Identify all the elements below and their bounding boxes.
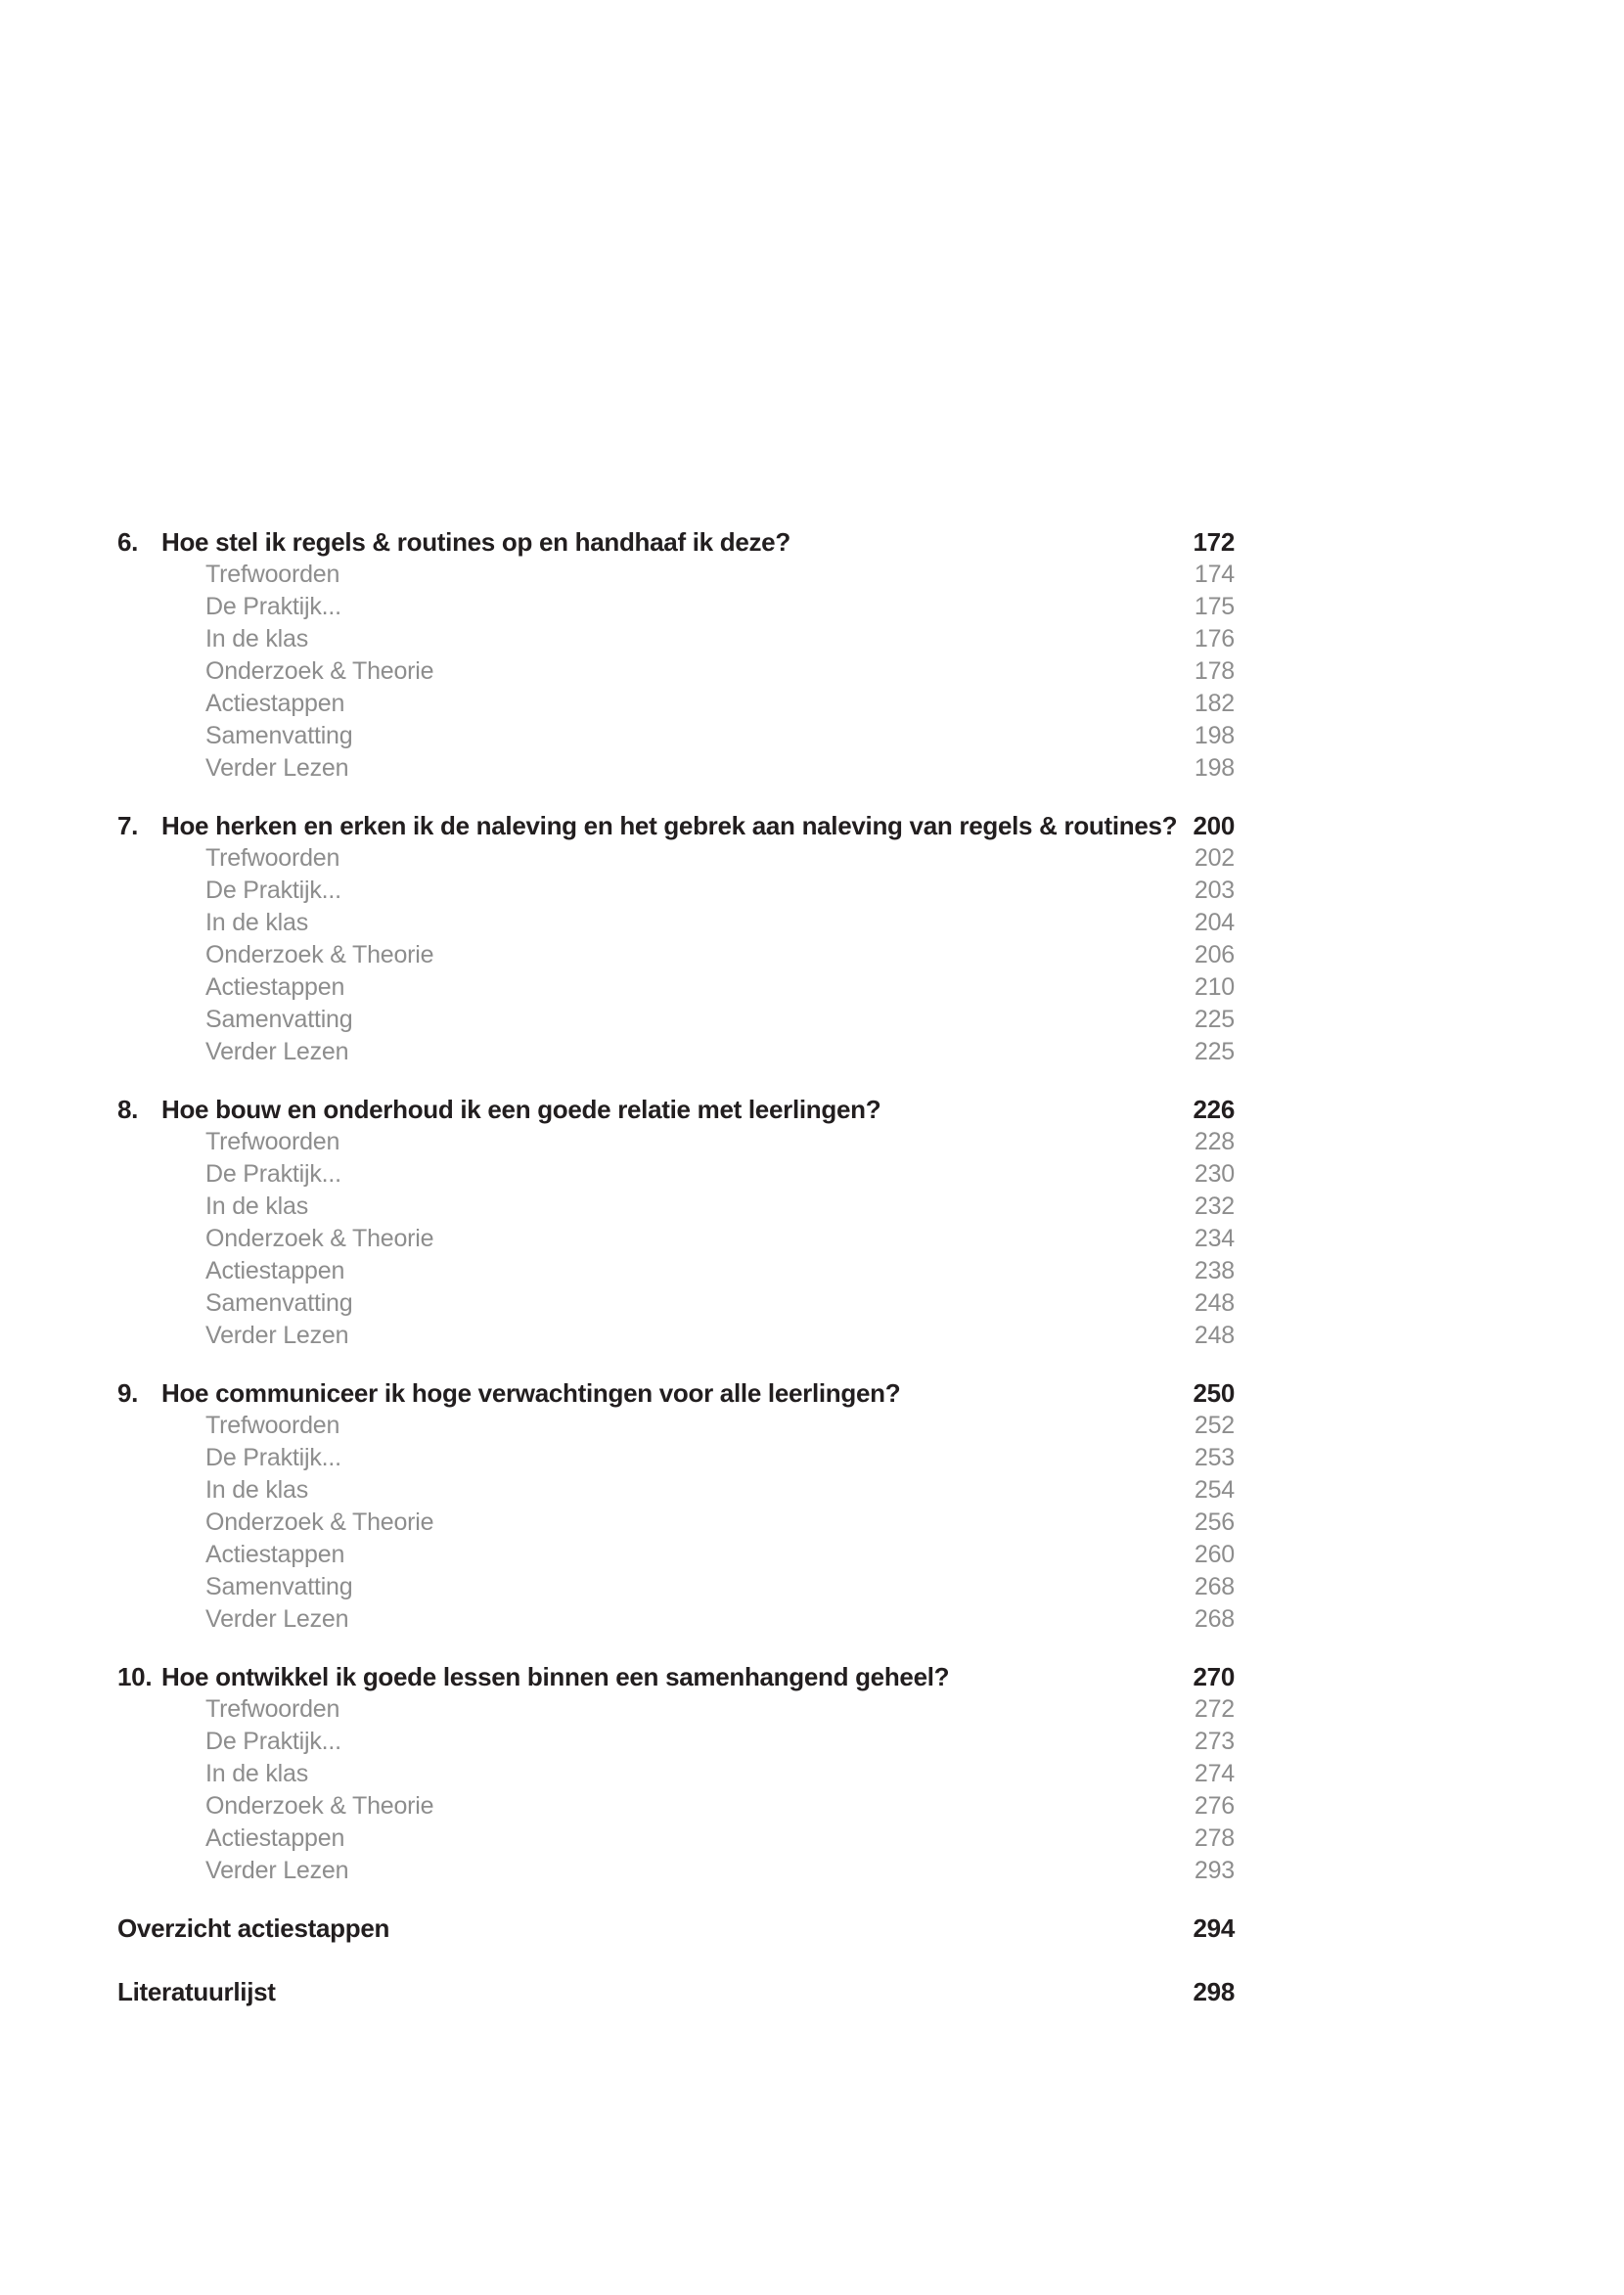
toc-entry-page: 225 <box>1194 1038 1235 1065</box>
toc-entry-label: Verder Lezen <box>205 1857 349 1884</box>
toc-entry <box>117 1287 1235 1320</box>
toc-entry-label: Trefwoorden <box>205 1412 340 1439</box>
toc-chapter-7 <box>117 810 1235 1068</box>
toc-entry-label: Verder Lezen <box>205 1322 349 1349</box>
toc-entry <box>117 1191 1235 1223</box>
toc-entry-label: Samenvatting <box>205 1573 353 1600</box>
toc-entry-label: Trefwoorden <box>205 844 340 872</box>
toc-entry <box>117 1255 1235 1287</box>
toc-entry-label: Onderzoek & Theorie <box>205 1792 434 1820</box>
toc-entry-label: Overzicht actiestappen <box>117 1913 390 1943</box>
toc-entry-label: Trefwoorden <box>205 1128 340 1155</box>
toc-entry-page: 256 <box>1194 1508 1235 1536</box>
toc-entry-label: Actiestappen <box>205 690 345 717</box>
toc-entry-page: 278 <box>1194 1824 1235 1852</box>
chapter-page-number: 200 <box>1193 811 1235 840</box>
chapter-title: Hoe bouw en onderhoud ik een goede relatie met leerlingen? <box>161 1095 881 1124</box>
toc-entry-page: 252 <box>1194 1412 1235 1439</box>
toc-entry <box>117 720 1235 752</box>
toc-entry <box>117 875 1235 907</box>
chapter-page-number: 250 <box>1193 1378 1235 1408</box>
toc-entry-page: 198 <box>1194 722 1235 749</box>
toc-entry-page: 182 <box>1194 690 1235 717</box>
chapter-page-number: 270 <box>1193 1662 1235 1691</box>
toc-entry-page: 268 <box>1194 1605 1235 1633</box>
toc-entry-page: 276 <box>1194 1792 1235 1820</box>
toc-entry-label: In de klas <box>205 1192 309 1220</box>
toc-entry-label: Onderzoek & Theorie <box>205 1225 434 1252</box>
toc-entry <box>117 1726 1235 1758</box>
toc-entry <box>117 939 1235 971</box>
chapter-number: 6. <box>117 527 139 557</box>
toc-entry-label: De Praktijk... <box>205 1728 341 1755</box>
toc-entry-label: Trefwoorden <box>205 1695 340 1723</box>
chapter-page-number: 172 <box>1193 527 1235 557</box>
toc-entry-label: De Praktijk... <box>205 877 341 904</box>
toc-entry <box>117 1693 1235 1726</box>
chapter-title-row <box>117 526 1235 559</box>
toc-entry-label: In de klas <box>205 1760 309 1787</box>
toc-entry-label: Actiestappen <box>205 973 345 1001</box>
toc-entry-page: 248 <box>1194 1289 1235 1317</box>
toc-entry-page: 204 <box>1194 909 1235 936</box>
toc-entry-label: Literatuurlijst <box>117 1977 276 2006</box>
toc-entry-page: 206 <box>1194 941 1235 968</box>
toc-chapter-9 <box>117 1377 1235 1636</box>
toc-entry-page: 174 <box>1194 561 1235 588</box>
toc-entry-page: 176 <box>1194 625 1235 652</box>
toc-entry <box>117 1126 1235 1158</box>
table-of-contents <box>117 526 1235 2008</box>
toc-entry <box>117 1223 1235 1255</box>
toc-entry-label: Verder Lezen <box>205 1605 349 1633</box>
toc-entry-page: 202 <box>1194 844 1235 872</box>
toc-entry-page: 203 <box>1194 877 1235 904</box>
chapter-title-row <box>117 1377 1235 1410</box>
toc-entry <box>117 591 1235 623</box>
toc-entry <box>117 655 1235 688</box>
toc-entry <box>117 842 1235 875</box>
toc-entry-page: 175 <box>1194 593 1235 620</box>
chapter-number: 7. <box>117 811 139 840</box>
toc-entry-label: Verder Lezen <box>205 754 349 782</box>
toc-entry-page: 230 <box>1194 1160 1235 1188</box>
toc-entry-label: Samenvatting <box>205 722 353 749</box>
toc-entry <box>117 1474 1235 1507</box>
toc-entry-page: 232 <box>1194 1192 1235 1220</box>
toc-entry-label: De Praktijk... <box>205 1160 341 1188</box>
toc-entry-label: Onderzoek & Theorie <box>205 657 434 685</box>
chapter-title-row <box>117 1661 1235 1693</box>
toc-chapter-10 <box>117 1661 1235 1887</box>
toc-entry-label: De Praktijk... <box>205 1444 341 1471</box>
toc-entry <box>117 1539 1235 1571</box>
toc-entry-label: In de klas <box>205 1476 309 1504</box>
toc-entry-label: Actiestappen <box>205 1824 345 1852</box>
chapter-page-number: 226 <box>1193 1095 1235 1124</box>
toc-entry <box>117 688 1235 720</box>
chapter-title: Hoe stel ik regels & routines op en handhaaf ik deze? <box>161 527 790 557</box>
toc-entry <box>117 907 1235 939</box>
toc-entry <box>117 1036 1235 1068</box>
chapter-number: 10. <box>117 1662 153 1691</box>
toc-entry-overzicht-actiestappen <box>117 1912 1235 1945</box>
toc-entry-label: Trefwoorden <box>205 561 340 588</box>
toc-entry-page: 178 <box>1194 657 1235 685</box>
toc-entry-page: 260 <box>1194 1541 1235 1568</box>
toc-entry-label: Verder Lezen <box>205 1038 349 1065</box>
toc-entry <box>117 1442 1235 1474</box>
chapter-title-row <box>117 810 1235 842</box>
toc-entry <box>117 1758 1235 1790</box>
toc-entry <box>117 1790 1235 1822</box>
toc-entry-page: 254 <box>1194 1476 1235 1504</box>
toc-entry-page: 248 <box>1194 1322 1235 1349</box>
toc-entry-page: 198 <box>1194 754 1235 782</box>
toc-entry <box>117 752 1235 785</box>
toc-entry-label: Samenvatting <box>205 1006 353 1033</box>
toc-chapter-8 <box>117 1094 1235 1352</box>
toc-entry-label: Actiestappen <box>205 1541 345 1568</box>
toc-entry-label: Actiestappen <box>205 1257 345 1284</box>
toc-entry-page: 274 <box>1194 1760 1235 1787</box>
toc-entry-page: 268 <box>1194 1573 1235 1600</box>
toc-entry-label: Onderzoek & Theorie <box>205 941 434 968</box>
toc-entry-page: 253 <box>1194 1444 1235 1471</box>
toc-entry-page: 210 <box>1194 973 1235 1001</box>
toc-entry <box>117 1158 1235 1191</box>
toc-entry-label: In de klas <box>205 625 309 652</box>
toc-entry-page: 294 <box>1193 1913 1235 1943</box>
toc-entry <box>117 623 1235 655</box>
toc-entry <box>117 971 1235 1004</box>
toc-entry-label: Samenvatting <box>205 1289 353 1317</box>
toc-entry <box>117 1571 1235 1603</box>
toc-entry-page: 293 <box>1194 1857 1235 1884</box>
toc-entry-page: 238 <box>1194 1257 1235 1284</box>
chapter-number: 8. <box>117 1095 139 1124</box>
toc-entry-page: 228 <box>1194 1128 1235 1155</box>
toc-entry-label: In de klas <box>205 909 309 936</box>
toc-entry <box>117 1507 1235 1539</box>
toc-entry-page: 225 <box>1194 1006 1235 1033</box>
chapter-title: Hoe herken en erken ik de naleving en het gebrek aan naleving van regels & routines? <box>161 811 1178 840</box>
chapter-title-row <box>117 1094 1235 1126</box>
toc-entry <box>117 1320 1235 1352</box>
toc-entry <box>117 1410 1235 1442</box>
toc-chapter-6 <box>117 526 1235 785</box>
toc-entry <box>117 559 1235 591</box>
toc-entry-page: 298 <box>1193 1977 1235 2006</box>
toc-entry-literatuurlijst <box>117 1976 1235 2008</box>
toc-entry <box>117 1603 1235 1636</box>
chapter-title: Hoe ontwikkel ik goede lessen binnen een samenhangend geheel? <box>161 1662 950 1691</box>
toc-entry-label: De Praktijk... <box>205 593 341 620</box>
toc-entry-page: 234 <box>1194 1225 1235 1252</box>
chapter-title: Hoe communiceer ik hoge verwachtingen voor alle leerlingen? <box>161 1378 901 1408</box>
toc-entry-page: 273 <box>1194 1728 1235 1755</box>
toc-entry <box>117 1822 1235 1855</box>
toc-entry <box>117 1004 1235 1036</box>
toc-entry-label: Onderzoek & Theorie <box>205 1508 434 1536</box>
toc-entry-page: 272 <box>1194 1695 1235 1723</box>
toc-entry <box>117 1855 1235 1887</box>
chapter-number: 9. <box>117 1378 139 1408</box>
